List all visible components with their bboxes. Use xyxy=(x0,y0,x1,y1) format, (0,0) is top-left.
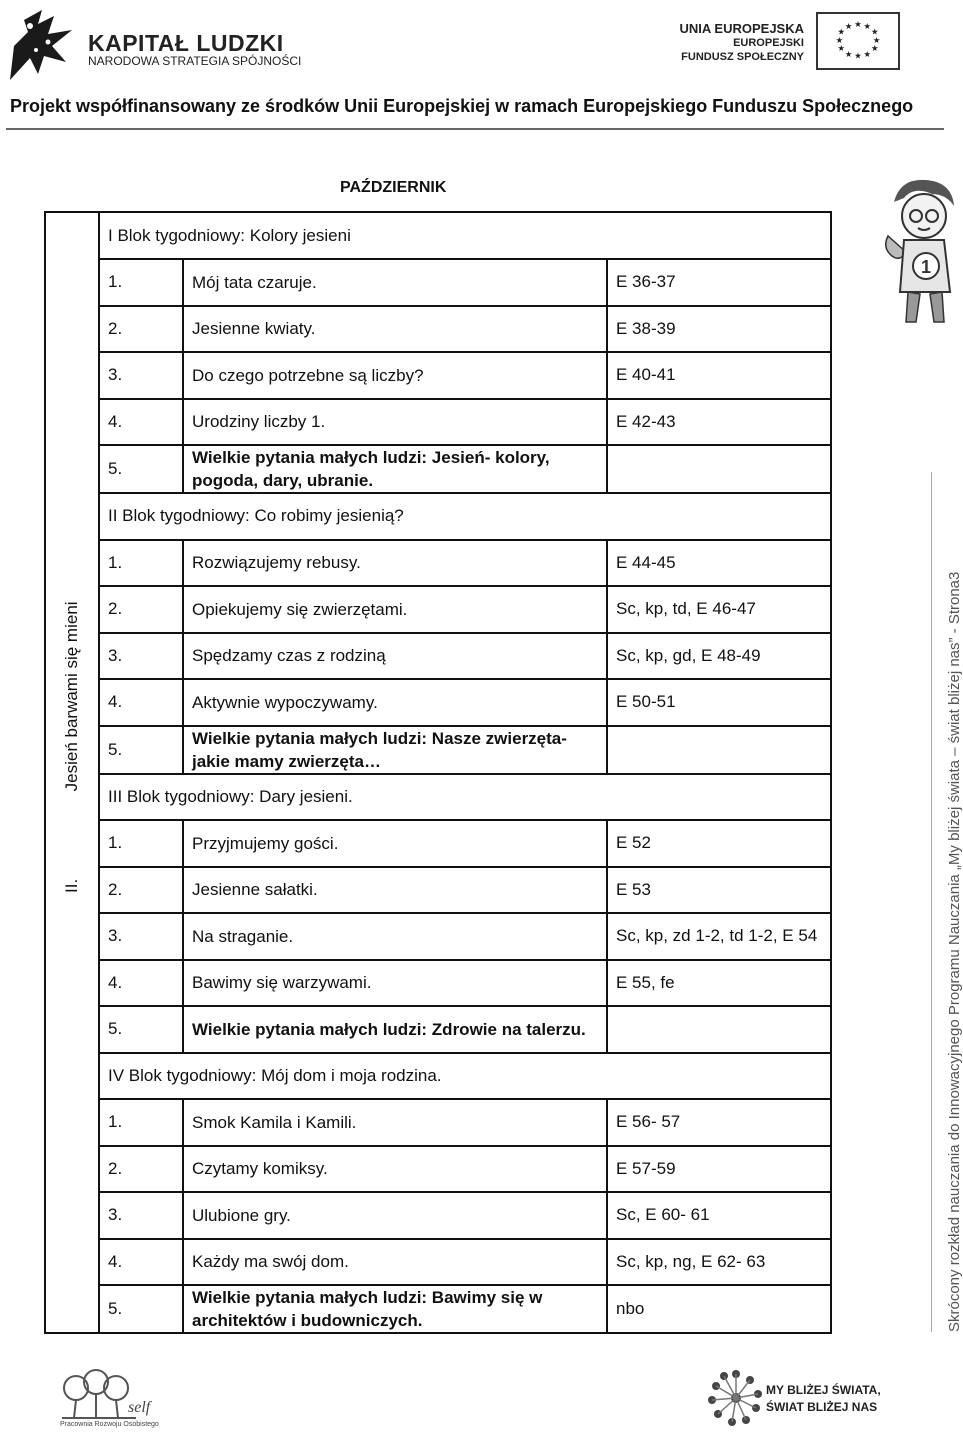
lesson-title: Aktywnie wypoczywamy. xyxy=(183,679,607,726)
lesson-title: Spędzamy czas z rodziną xyxy=(183,633,607,680)
svg-text:★: ★ xyxy=(844,20,853,31)
lesson-number: 5. xyxy=(99,1285,183,1333)
lesson-row xyxy=(45,540,831,587)
lesson-title: Ulubione gry. xyxy=(183,1192,607,1239)
lesson-number: 3. xyxy=(99,352,183,399)
lesson-title: Jesienne kwiaty. xyxy=(183,306,607,353)
footer-right-line2: ŚWIAT BLIŻEJ NAS xyxy=(766,1400,878,1414)
lesson-reference: Sc, kp, ng, E 62- 63 xyxy=(607,1239,831,1286)
lesson-reference: E 44-45 xyxy=(607,540,831,587)
side-caption-text: Skrócony rozkład nauczania do Innowacyjnego Programu Nauczania „My bliżej świata – świat bliżej nas” - Strona3 xyxy=(946,571,963,1332)
block-header-row xyxy=(45,212,831,259)
section-label xyxy=(62,601,82,893)
svg-text:★: ★ xyxy=(872,34,881,45)
lesson-reference: E 38-39 xyxy=(607,306,831,353)
lesson-title: Wielkie pytania małych ludzi: Zdrowie na talerzu. xyxy=(183,1006,607,1053)
svg-text:self: self xyxy=(128,1399,151,1416)
eu-flag-icon xyxy=(816,12,900,70)
lesson-number: 3. xyxy=(99,913,183,960)
lesson-reference xyxy=(607,726,831,774)
lesson-row xyxy=(45,259,831,306)
lesson-title: Przyjmujemy gości. xyxy=(183,820,607,867)
block-header-row xyxy=(45,1053,831,1100)
block-title: IV Blok tygodniowy: Mój dom i moja rodzina. xyxy=(99,1053,831,1100)
lesson-number: 4. xyxy=(99,960,183,1007)
globe-network-icon xyxy=(706,1366,766,1430)
block-header-row xyxy=(45,774,831,821)
lesson-title: Każdy ma swój dom. xyxy=(183,1239,607,1286)
svg-text:★: ★ xyxy=(863,20,872,31)
lesson-reference: E 57-59 xyxy=(607,1146,831,1193)
lesson-number: 1. xyxy=(99,1099,183,1146)
lesson-number: 5. xyxy=(99,445,183,493)
lesson-row xyxy=(45,867,831,914)
lesson-number: 2. xyxy=(99,586,183,633)
lesson-title: Wielkie pytania małych ludzi: Nasze zwierzęta- jakie mamy zwierzęta… xyxy=(183,726,607,774)
eu-line3: FUNDUSZ SPOŁECZNY xyxy=(681,51,804,63)
lesson-reference: E 50-51 xyxy=(607,679,831,726)
lesson-row xyxy=(45,633,831,680)
svg-text:★: ★ xyxy=(854,19,862,30)
lesson-reference: Sc, kp, gd, E 48-49 xyxy=(607,633,831,680)
lesson-title: Smok Kamila i Kamili. xyxy=(183,1099,607,1146)
kapital-ludzki-logo-icon xyxy=(8,6,74,82)
lesson-reference: Sc, kp, zd 1-2, td 1-2, E 54 xyxy=(607,913,831,960)
lesson-title: Na straganie. xyxy=(183,913,607,960)
lesson-row xyxy=(45,913,831,960)
lesson-number: 4. xyxy=(99,679,183,726)
lesson-reference: Sc, E 60- 61 xyxy=(607,1192,831,1239)
lesson-reference: E 53 xyxy=(607,867,831,914)
lesson-reference: Sc, kp, td, E 46-47 xyxy=(607,586,831,633)
lesson-number: 3. xyxy=(99,633,183,680)
section-title: Jesień barwami się mieni xyxy=(62,601,81,792)
svg-text:★: ★ xyxy=(837,43,845,54)
lesson-number: 1. xyxy=(99,820,183,867)
lesson-number: 1. xyxy=(99,259,183,306)
footer-right-logo-text xyxy=(766,1382,881,1416)
side-divider xyxy=(931,472,932,1332)
svg-text:★: ★ xyxy=(863,48,872,59)
lesson-reference: E 55, fe xyxy=(607,960,831,1007)
mascot-girl-icon xyxy=(880,172,960,332)
svg-text:★: ★ xyxy=(835,34,844,45)
svg-text:★: ★ xyxy=(844,48,853,59)
lesson-row xyxy=(45,306,831,353)
logo-title: KAPITAŁ LUDZKI xyxy=(88,30,284,56)
lesson-number: 3. xyxy=(99,1192,183,1239)
lesson-number: 2. xyxy=(99,1146,183,1193)
block-title: II Blok tygodniowy: Co robimy jesienią? xyxy=(99,493,831,540)
lesson-title: Urodziny liczby 1. xyxy=(183,399,607,446)
lesson-row xyxy=(45,1006,831,1053)
lesson-row xyxy=(45,352,831,399)
lesson-reference: nbo xyxy=(607,1285,831,1333)
footer-left-caption: Pracownia Rozwoju Osobistego xyxy=(60,1421,159,1428)
lesson-title: Czytamy komiksy. xyxy=(183,1146,607,1193)
lesson-reference xyxy=(607,1006,831,1053)
lesson-title: Jesienne sałatki. xyxy=(183,867,607,914)
lesson-reference: E 42-43 xyxy=(607,399,831,446)
section-number: II. xyxy=(62,878,81,893)
lesson-number: 2. xyxy=(99,867,183,914)
lesson-row xyxy=(45,820,831,867)
lesson-title: Rozwiązujemy rebusy. xyxy=(183,540,607,587)
lesson-title: Do czego potrzebne są liczby? xyxy=(183,352,607,399)
lesson-row xyxy=(45,1285,831,1333)
svg-text:★: ★ xyxy=(871,26,879,37)
lesson-row xyxy=(45,1146,831,1193)
mascot-badge: 1 xyxy=(920,257,932,277)
svg-text:★: ★ xyxy=(871,43,879,54)
lesson-title: Bawimy się warzywami. xyxy=(183,960,607,1007)
eu-line2: EUROPEJSKI xyxy=(733,37,804,49)
eu-label xyxy=(680,22,804,64)
lesson-number: 2. xyxy=(99,306,183,353)
lesson-number: 4. xyxy=(99,1239,183,1286)
svg-text:★: ★ xyxy=(854,50,862,61)
lesson-row xyxy=(45,445,831,493)
lesson-number: 4. xyxy=(99,399,183,446)
lesson-reference: E 40-41 xyxy=(607,352,831,399)
lesson-number: 5. xyxy=(99,1006,183,1053)
lesson-row xyxy=(45,726,831,774)
lesson-reference xyxy=(607,445,831,493)
lesson-reference: E 36-37 xyxy=(607,259,831,306)
lesson-row xyxy=(45,679,831,726)
lesson-title: Opiekujemy się zwierzętami. xyxy=(183,586,607,633)
logo-subtitle: NARODOWA STRATEGIA SPÓJNOŚCI xyxy=(88,54,302,68)
lesson-row xyxy=(45,399,831,446)
header-divider xyxy=(6,128,944,130)
block-header-row xyxy=(45,493,831,540)
lesson-row xyxy=(45,1192,831,1239)
lesson-title: Mój tata czaruje. xyxy=(183,259,607,306)
footer-right-line1: MY BLIŻEJ ŚWIATA, xyxy=(766,1383,881,1397)
lesson-reference: E 52 xyxy=(607,820,831,867)
section-cell xyxy=(45,212,99,1333)
lesson-row xyxy=(45,1099,831,1146)
lesson-number: 5. xyxy=(99,726,183,774)
block-title: III Blok tygodniowy: Dary jesieni. xyxy=(99,774,831,821)
block-title: I Blok tygodniowy: Kolory jesieni xyxy=(99,212,831,259)
svg-text:★: ★ xyxy=(837,26,845,37)
lesson-row xyxy=(45,1239,831,1286)
lesson-title: Wielkie pytania małych ludzi: Bawimy się w architektów i budowniczych. xyxy=(183,1285,607,1333)
lesson-row xyxy=(45,586,831,633)
lesson-plan-table xyxy=(44,211,832,1334)
project-funding-line: Projekt współfinansowany ze środków Unii Europejskiej w ramach Europejskiego Funduszu Społecznego xyxy=(10,96,914,116)
lesson-reference: E 56- 57 xyxy=(607,1099,831,1146)
month-heading: PAŹDZIERNIK xyxy=(340,179,447,196)
lesson-title: Wielkie pytania małych ludzi: Jesień- kolory, pogoda, dary, ubranie. xyxy=(183,445,607,493)
eu-line1: UNIA EUROPEJSKA xyxy=(679,21,804,36)
lesson-number: 1. xyxy=(99,540,183,587)
lesson-row xyxy=(45,960,831,1007)
